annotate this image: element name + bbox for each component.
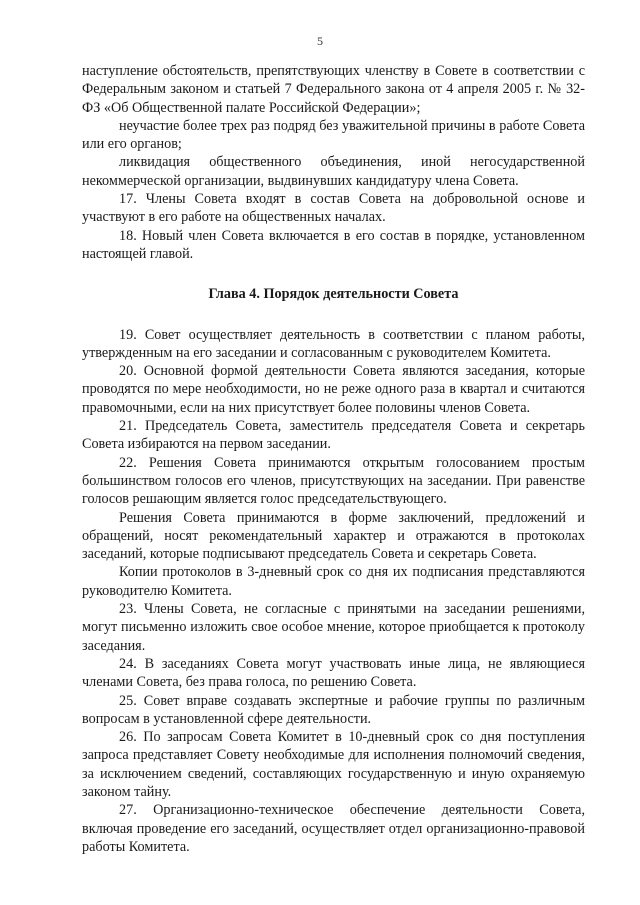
paragraph: 19. Совет осуществляет деятельность в соответствии с планом работы, утвержденным на его заседании и согласованным с руководителем Комитета. <box>82 326 585 361</box>
paragraph: 17. Члены Совета входят в состав Совета на добровольной основе и участвуют в его работе на общественных началах. <box>82 191 585 226</box>
paragraph: Решения Совета принимаются в форме заключений, предложений и обращений, носят рекомендательный характер и отражаются в протоколах заседаний, которые подписывают председатель Совета и секретарь Совета. <box>82 509 585 563</box>
paragraph: неучастие более трех раз подряд без уважительной причины в работе Совета или его органов; <box>82 117 585 153</box>
chapter-title: Глава 4. Порядок деятельности Совета <box>208 286 459 303</box>
paragraph: 24. В заседаниях Совета могут участвовать иные лица, не являющиеся членами Совета, без права голоса, по решению Совета. <box>82 655 585 691</box>
paragraph: 21. Председатель Совета, заместитель председателя Совета и секретарь Совета избираются на первом заседании. <box>82 418 585 453</box>
paragraph: 18. Новый член Совета включается в его состав в порядке, установленном настоящей главой. <box>82 227 585 262</box>
paragraph: Копии протоколов в 3-дневный срок со дня их подписания представляются руководителю Комитета. <box>82 564 585 599</box>
paragraph: 20. Основной формой деятельности Совета являются заседания, которые проводятся по мере необходимости, но не реже одного раза в квартал и считаются правомочными, если на них присутствует более половины членов Совета. <box>82 363 585 416</box>
document-body <box>82 62 585 856</box>
paragraph: 27. Организационно-техническое обеспечение деятельности Совета, включая проведение его заседаний, осуществляет отдел организационно-правовой работы Комитета. <box>82 802 585 855</box>
page-number: 5 <box>317 34 323 48</box>
paragraph: ликвидация общественного объединения, иной негосударственной некоммерческой организации, выдвинувших кандидатуру члена Совета. <box>82 154 585 189</box>
paragraph: 26. По запросам Совета Комитет в 10-дневный срок со дня поступления запроса представляет Совету необходимые для исполнения полномочий сведения, за исключением сведений, составляющих государственную и иную охраняемую законом тайну. <box>82 729 585 800</box>
paragraph: 25. Совет вправе создавать экспертные и рабочие группы по различным вопросам в установленной сфере деятельности. <box>82 692 585 727</box>
paragraph: 23. Члены Совета, не согласные с принятыми на заседании решениями, могут письменно изложить свое особое мнение, которое приобщается к протоколу заседания. <box>82 601 585 654</box>
paragraph: 22. Решения Совета принимаются открытым голосованием простым большинством голосов его членов, присутствующих на заседании. При равенстве голосов решающим является голос председательствующего. <box>82 454 585 508</box>
paragraph: наступление обстоятельств, препятствующих членству в Совете в соответствии с Федеральным законом и статьей 7 Федерального закона от 4 апреля 2005 г. № 32-ФЗ «Об Общественной палате Российской Федерации»; <box>82 63 585 116</box>
